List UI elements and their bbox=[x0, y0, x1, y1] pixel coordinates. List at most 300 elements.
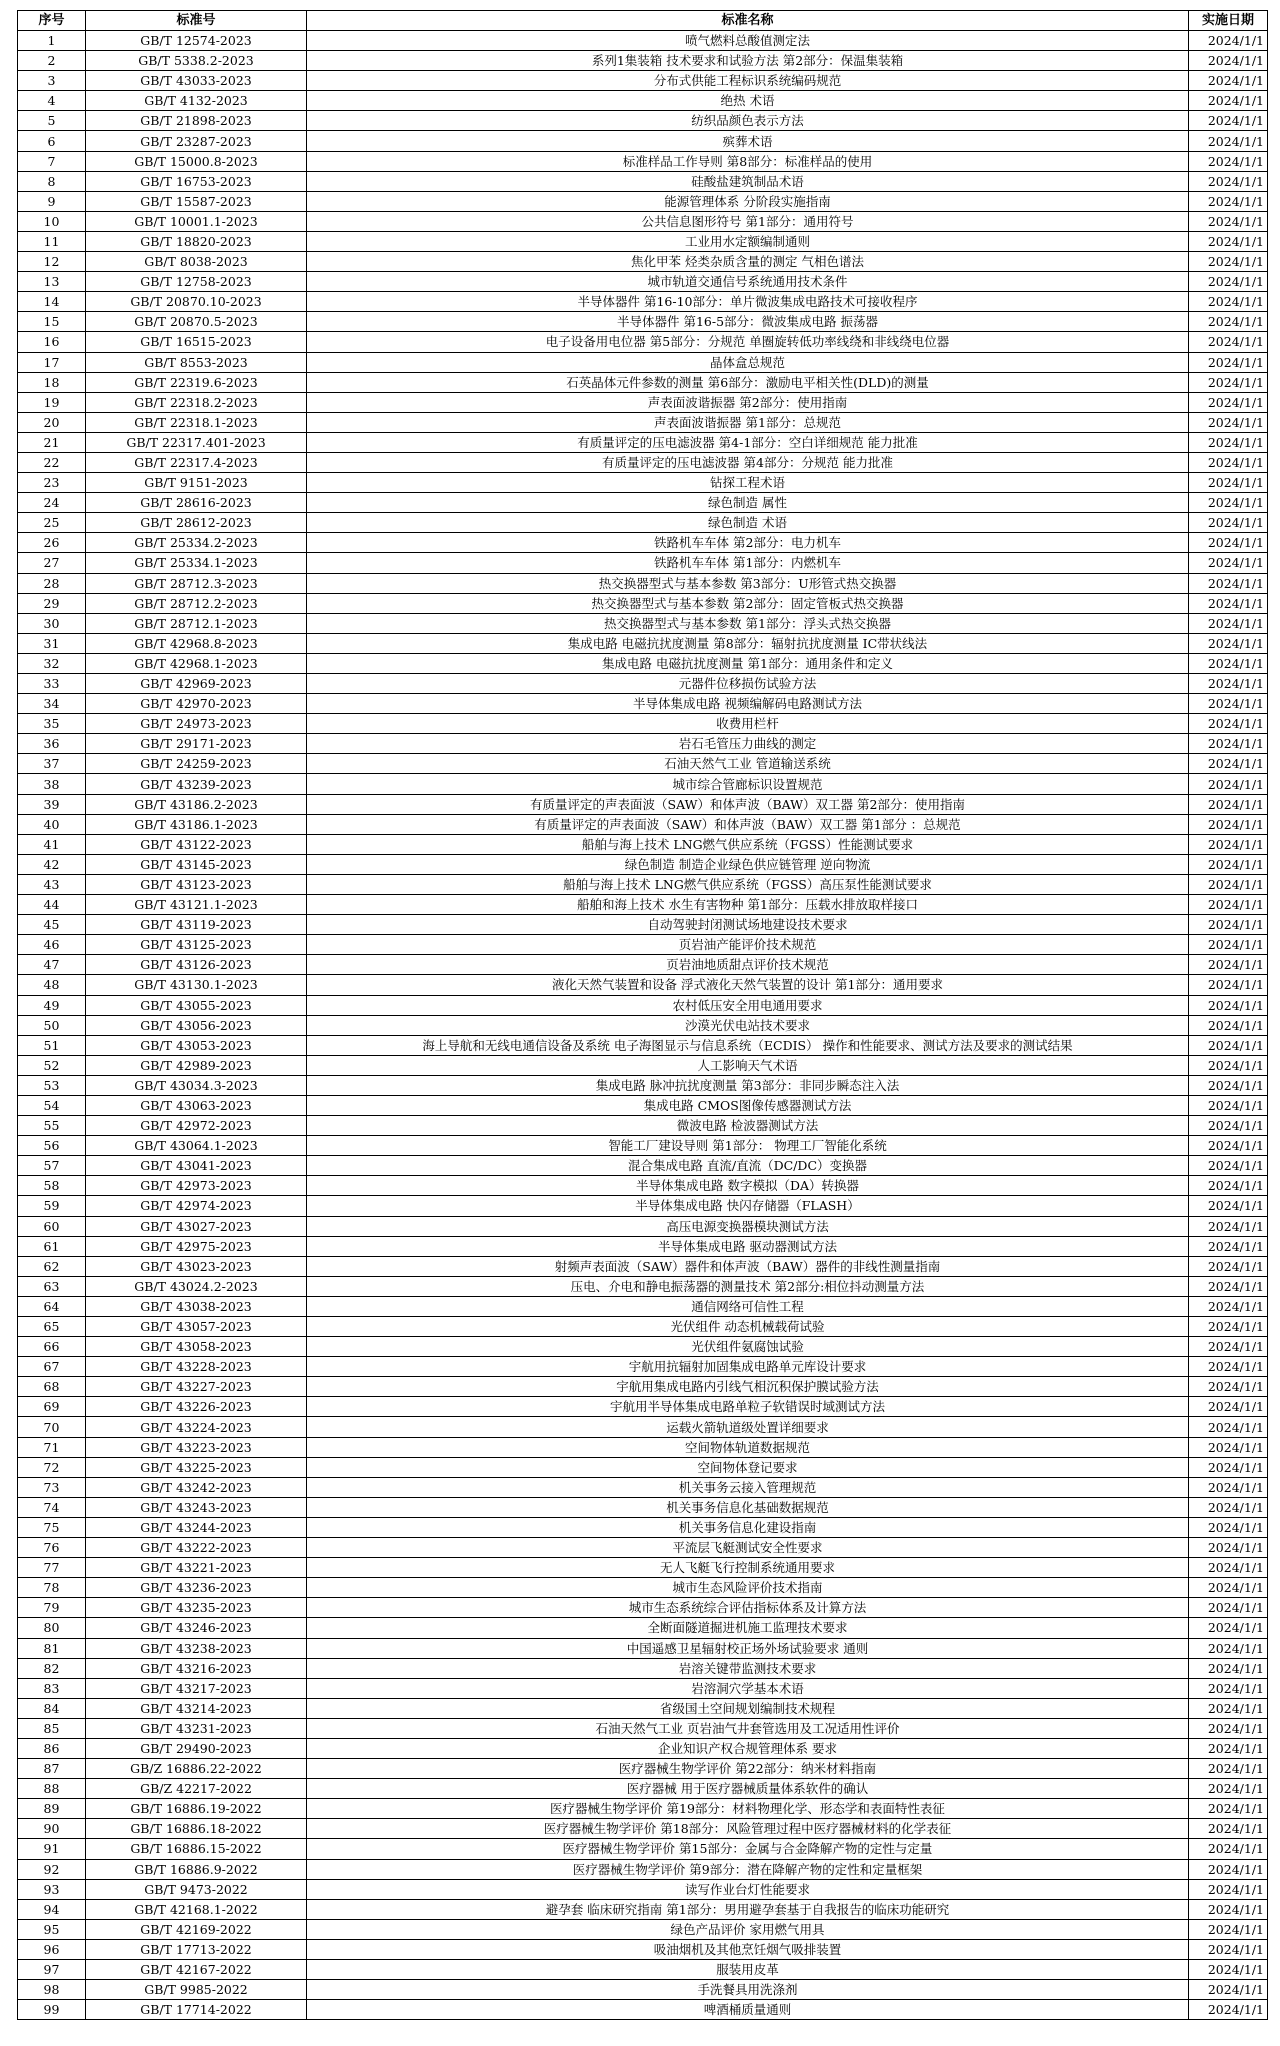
cell-standard-code[interactable]: GB/T 9473-2022 bbox=[86, 1879, 307, 1899]
cell-index[interactable]: 83 bbox=[18, 1678, 86, 1698]
cell-index[interactable]: 58 bbox=[18, 1176, 86, 1196]
cell-standard-name[interactable]: 啤酒桶质量通则 bbox=[307, 2000, 1189, 2020]
cell-standard-name[interactable]: 海上导航和无线电通信设备及系统 电子海图显示与信息系统（ECDIS） 操作和性能要求、测试方法及要求的测试结果 bbox=[307, 1035, 1189, 1055]
cell-standard-name[interactable]: 机关事务信息化基础数据规范 bbox=[307, 1497, 1189, 1517]
cell-effective-date[interactable]: 2024/1/1 bbox=[1189, 332, 1268, 352]
cell-effective-date[interactable]: 2024/1/1 bbox=[1189, 1357, 1268, 1377]
cell-standard-name[interactable]: 半导体集成电路 驱动器测试方法 bbox=[307, 1236, 1189, 1256]
cell-index[interactable]: 36 bbox=[18, 734, 86, 754]
cell-standard-name[interactable]: 液化天然气装置和设备 浮式液化天然气装置的设计 第1部分：通用要求 bbox=[307, 975, 1189, 995]
cell-index[interactable]: 4 bbox=[18, 91, 86, 111]
cell-effective-date[interactable]: 2024/1/1 bbox=[1189, 1678, 1268, 1698]
cell-standard-name[interactable]: 农村低压安全用电通用要求 bbox=[307, 995, 1189, 1015]
cell-standard-name[interactable]: 页岩油地质甜点评价技术规范 bbox=[307, 955, 1189, 975]
cell-standard-code[interactable]: GB/T 22318.1-2023 bbox=[86, 412, 307, 432]
cell-effective-date[interactable]: 2024/1/1 bbox=[1189, 754, 1268, 774]
cell-index[interactable]: 44 bbox=[18, 895, 86, 915]
cell-standard-code[interactable]: GB/T 42972-2023 bbox=[86, 1116, 307, 1136]
cell-index[interactable]: 15 bbox=[18, 312, 86, 332]
header-cell-standard-code[interactable]: 标准号 bbox=[86, 11, 307, 31]
cell-index[interactable]: 42 bbox=[18, 854, 86, 874]
cell-effective-date[interactable]: 2024/1/1 bbox=[1189, 211, 1268, 231]
cell-standard-code[interactable]: GB/T 43058-2023 bbox=[86, 1337, 307, 1357]
cell-effective-date[interactable]: 2024/1/1 bbox=[1189, 1799, 1268, 1819]
cell-standard-code[interactable]: GB/T 43056-2023 bbox=[86, 1015, 307, 1035]
cell-standard-code[interactable]: GB/T 43242-2023 bbox=[86, 1477, 307, 1497]
cell-effective-date[interactable]: 2024/1/1 bbox=[1189, 1216, 1268, 1236]
cell-standard-code[interactable]: GB/T 16515-2023 bbox=[86, 332, 307, 352]
cell-effective-date[interactable]: 2024/1/1 bbox=[1189, 1457, 1268, 1477]
cell-standard-code[interactable]: GB/Z 42217-2022 bbox=[86, 1779, 307, 1799]
cell-effective-date[interactable]: 2024/1/1 bbox=[1189, 131, 1268, 151]
cell-standard-code[interactable]: GB/T 43125-2023 bbox=[86, 935, 307, 955]
cell-index[interactable]: 28 bbox=[18, 573, 86, 593]
cell-standard-code[interactable]: GB/T 43238-2023 bbox=[86, 1638, 307, 1658]
cell-effective-date[interactable]: 2024/1/1 bbox=[1189, 1658, 1268, 1678]
cell-standard-name[interactable]: 能源管理体系 分阶段实施指南 bbox=[307, 191, 1189, 211]
cell-standard-name[interactable]: 热交换器型式与基本参数 第1部分：浮头式热交换器 bbox=[307, 613, 1189, 633]
cell-standard-code[interactable]: GB/T 43224-2023 bbox=[86, 1417, 307, 1437]
cell-standard-name[interactable]: 绿色制造 制造企业绿色供应链管理 逆向物流 bbox=[307, 854, 1189, 874]
cell-index[interactable]: 94 bbox=[18, 1899, 86, 1919]
cell-index[interactable]: 91 bbox=[18, 1839, 86, 1859]
cell-effective-date[interactable]: 2024/1/1 bbox=[1189, 1417, 1268, 1437]
cell-standard-name[interactable]: 全断面隧道掘进机施工监理技术要求 bbox=[307, 1618, 1189, 1638]
cell-effective-date[interactable]: 2024/1/1 bbox=[1189, 1738, 1268, 1758]
cell-standard-code[interactable]: GB/T 29490-2023 bbox=[86, 1738, 307, 1758]
cell-effective-date[interactable]: 2024/1/1 bbox=[1189, 151, 1268, 171]
cell-standard-code[interactable]: GB/T 43122-2023 bbox=[86, 834, 307, 854]
cell-index[interactable]: 52 bbox=[18, 1055, 86, 1075]
cell-index[interactable]: 67 bbox=[18, 1357, 86, 1377]
cell-standard-name[interactable]: 光伏组件 动态机械载荷试验 bbox=[307, 1317, 1189, 1337]
cell-effective-date[interactable]: 2024/1/1 bbox=[1189, 231, 1268, 251]
cell-standard-code[interactable]: GB/T 22317.401-2023 bbox=[86, 432, 307, 452]
cell-standard-code[interactable]: GB/T 43227-2023 bbox=[86, 1377, 307, 1397]
cell-index[interactable]: 43 bbox=[18, 874, 86, 894]
cell-standard-code[interactable]: GB/T 17714-2022 bbox=[86, 2000, 307, 2020]
cell-effective-date[interactable]: 2024/1/1 bbox=[1189, 1759, 1268, 1779]
cell-index[interactable]: 57 bbox=[18, 1156, 86, 1176]
cell-effective-date[interactable]: 2024/1/1 bbox=[1189, 955, 1268, 975]
cell-standard-name[interactable]: 电子设备用电位器 第5部分：分规范 单圈旋转低功率线绕和非线绕电位器 bbox=[307, 332, 1189, 352]
cell-index[interactable]: 63 bbox=[18, 1276, 86, 1296]
cell-standard-code[interactable]: GB/T 43236-2023 bbox=[86, 1578, 307, 1598]
cell-index[interactable]: 51 bbox=[18, 1035, 86, 1055]
cell-standard-code[interactable]: GB/T 15587-2023 bbox=[86, 191, 307, 211]
cell-standard-name[interactable]: 避孕套 临床研究指南 第1部分：男用避孕套基于自我报告的临床功能研究 bbox=[307, 1899, 1189, 1919]
cell-standard-name[interactable]: 分布式供能工程标识系统编码规范 bbox=[307, 71, 1189, 91]
cell-effective-date[interactable]: 2024/1/1 bbox=[1189, 1437, 1268, 1457]
cell-standard-code[interactable]: GB/T 28712.3-2023 bbox=[86, 573, 307, 593]
cell-standard-name[interactable]: 岩溶关键带监测技术要求 bbox=[307, 1658, 1189, 1678]
cell-effective-date[interactable]: 2024/1/1 bbox=[1189, 1879, 1268, 1899]
cell-index[interactable]: 49 bbox=[18, 995, 86, 1015]
cell-index[interactable]: 73 bbox=[18, 1477, 86, 1497]
cell-index[interactable]: 46 bbox=[18, 935, 86, 955]
cell-index[interactable]: 8 bbox=[18, 171, 86, 191]
cell-index[interactable]: 85 bbox=[18, 1718, 86, 1738]
cell-standard-code[interactable]: GB/T 43217-2023 bbox=[86, 1678, 307, 1698]
cell-standard-name[interactable]: 石油天然气工业 页岩油气井套管选用及工况适用性评价 bbox=[307, 1718, 1189, 1738]
cell-index[interactable]: 34 bbox=[18, 694, 86, 714]
cell-index[interactable]: 32 bbox=[18, 653, 86, 673]
cell-effective-date[interactable]: 2024/1/1 bbox=[1189, 935, 1268, 955]
cell-standard-code[interactable]: GB/T 43038-2023 bbox=[86, 1296, 307, 1316]
cell-index[interactable]: 72 bbox=[18, 1457, 86, 1477]
cell-standard-name[interactable]: 铁路机车车体 第1部分：内燃机车 bbox=[307, 553, 1189, 573]
cell-standard-code[interactable]: GB/T 42973-2023 bbox=[86, 1176, 307, 1196]
cell-standard-code[interactable]: GB/T 43027-2023 bbox=[86, 1216, 307, 1236]
cell-effective-date[interactable]: 2024/1/1 bbox=[1189, 91, 1268, 111]
cell-standard-name[interactable]: 服装用皮革 bbox=[307, 1960, 1189, 1980]
cell-index[interactable]: 31 bbox=[18, 633, 86, 653]
cell-standard-name[interactable]: 空间物体轨道数据规范 bbox=[307, 1437, 1189, 1457]
cell-standard-name[interactable]: 机关事务云接入管理规范 bbox=[307, 1477, 1189, 1497]
cell-standard-name[interactable]: 公共信息图形符号 第1部分：通用符号 bbox=[307, 211, 1189, 231]
cell-effective-date[interactable]: 2024/1/1 bbox=[1189, 573, 1268, 593]
cell-index[interactable]: 29 bbox=[18, 593, 86, 613]
cell-standard-name[interactable]: 智能工厂建设导则 第1部分： 物理工厂智能化系统 bbox=[307, 1136, 1189, 1156]
cell-standard-name[interactable]: 无人飞艇飞行控制系统通用要求 bbox=[307, 1558, 1189, 1578]
cell-standard-name[interactable]: 省级国土空间规划编制技术规程 bbox=[307, 1698, 1189, 1718]
cell-effective-date[interactable]: 2024/1/1 bbox=[1189, 975, 1268, 995]
cell-standard-name[interactable]: 城市生态风险评价技术指南 bbox=[307, 1578, 1189, 1598]
cell-standard-code[interactable]: GB/T 28712.2-2023 bbox=[86, 593, 307, 613]
cell-effective-date[interactable]: 2024/1/1 bbox=[1189, 1296, 1268, 1316]
cell-standard-code[interactable]: GB/T 43246-2023 bbox=[86, 1618, 307, 1638]
cell-standard-name[interactable]: 中国遥感卫星辐射校正场外场试验要求 通则 bbox=[307, 1638, 1189, 1658]
cell-standard-code[interactable]: GB/T 43123-2023 bbox=[86, 874, 307, 894]
cell-standard-code[interactable]: GB/T 43033-2023 bbox=[86, 71, 307, 91]
cell-standard-code[interactable]: GB/T 12758-2023 bbox=[86, 272, 307, 292]
cell-standard-name[interactable]: 殡葬术语 bbox=[307, 131, 1189, 151]
header-cell-standard-name[interactable]: 标准名称 bbox=[307, 11, 1189, 31]
cell-index[interactable]: 19 bbox=[18, 392, 86, 412]
cell-index[interactable]: 65 bbox=[18, 1317, 86, 1337]
cell-effective-date[interactable]: 2024/1/1 bbox=[1189, 1819, 1268, 1839]
cell-effective-date[interactable]: 2024/1/1 bbox=[1189, 1176, 1268, 1196]
cell-effective-date[interactable]: 2024/1/1 bbox=[1189, 1980, 1268, 2000]
cell-effective-date[interactable]: 2024/1/1 bbox=[1189, 1276, 1268, 1296]
cell-effective-date[interactable]: 2024/1/1 bbox=[1189, 1337, 1268, 1357]
cell-standard-code[interactable]: GB/T 43228-2023 bbox=[86, 1357, 307, 1377]
cell-standard-code[interactable]: GB/T 25334.2-2023 bbox=[86, 533, 307, 553]
cell-standard-code[interactable]: GB/T 20870.5-2023 bbox=[86, 312, 307, 332]
cell-standard-code[interactable]: GB/T 43145-2023 bbox=[86, 854, 307, 874]
cell-standard-name[interactable]: 页岩油产能评价技术规范 bbox=[307, 935, 1189, 955]
cell-effective-date[interactable]: 2024/1/1 bbox=[1189, 1960, 1268, 1980]
cell-standard-code[interactable]: GB/T 15000.8-2023 bbox=[86, 151, 307, 171]
cell-standard-code[interactable]: GB/T 43186.1-2023 bbox=[86, 814, 307, 834]
cell-standard-code[interactable]: GB/T 42970-2023 bbox=[86, 694, 307, 714]
cell-standard-code[interactable]: GB/T 20870.10-2023 bbox=[86, 292, 307, 312]
cell-effective-date[interactable]: 2024/1/1 bbox=[1189, 1859, 1268, 1879]
cell-effective-date[interactable]: 2024/1/1 bbox=[1189, 171, 1268, 191]
cell-standard-name[interactable]: 集成电路 电磁抗扰度测量 第8部分：辐射抗扰度测量 IC带状线法 bbox=[307, 633, 1189, 653]
cell-standard-code[interactable]: GB/T 22317.4-2023 bbox=[86, 452, 307, 472]
cell-standard-name[interactable]: 读写作业台灯性能要求 bbox=[307, 1879, 1189, 1899]
cell-effective-date[interactable]: 2024/1/1 bbox=[1189, 1397, 1268, 1417]
cell-effective-date[interactable]: 2024/1/1 bbox=[1189, 1899, 1268, 1919]
cell-standard-name[interactable]: 半导体集成电路 视频编解码电路测试方法 bbox=[307, 694, 1189, 714]
cell-index[interactable]: 96 bbox=[18, 1939, 86, 1959]
cell-standard-code[interactable]: GB/T 17713-2022 bbox=[86, 1939, 307, 1959]
cell-index[interactable]: 2 bbox=[18, 51, 86, 71]
cell-index[interactable]: 55 bbox=[18, 1116, 86, 1136]
cell-effective-date[interactable]: 2024/1/1 bbox=[1189, 1477, 1268, 1497]
cell-standard-name[interactable]: 运载火箭轨道级处置详细要求 bbox=[307, 1417, 1189, 1437]
cell-index[interactable]: 37 bbox=[18, 754, 86, 774]
cell-index[interactable]: 90 bbox=[18, 1819, 86, 1839]
cell-standard-name[interactable]: 晶体盒总规范 bbox=[307, 352, 1189, 372]
cell-effective-date[interactable]: 2024/1/1 bbox=[1189, 1075, 1268, 1095]
cell-standard-code[interactable]: GB/T 42969-2023 bbox=[86, 674, 307, 694]
cell-effective-date[interactable]: 2024/1/1 bbox=[1189, 694, 1268, 714]
cell-standard-name[interactable]: 通信网络可信性工程 bbox=[307, 1296, 1189, 1316]
cell-effective-date[interactable]: 2024/1/1 bbox=[1189, 392, 1268, 412]
cell-standard-code[interactable]: GB/T 16886.18-2022 bbox=[86, 1819, 307, 1839]
cell-index[interactable]: 9 bbox=[18, 191, 86, 211]
cell-effective-date[interactable]: 2024/1/1 bbox=[1189, 1156, 1268, 1176]
cell-standard-name[interactable]: 石英晶体元件参数的测量 第6部分：激励电平相关性(DLD)的测量 bbox=[307, 372, 1189, 392]
cell-standard-code[interactable]: GB/T 9985-2022 bbox=[86, 1980, 307, 2000]
cell-index[interactable]: 45 bbox=[18, 915, 86, 935]
cell-effective-date[interactable]: 2024/1/1 bbox=[1189, 553, 1268, 573]
cell-index[interactable]: 38 bbox=[18, 774, 86, 794]
cell-effective-date[interactable]: 2024/1/1 bbox=[1189, 1317, 1268, 1337]
cell-standard-name[interactable]: 收费用栏杆 bbox=[307, 714, 1189, 734]
cell-standard-name[interactable]: 船舶与海上技术 LNG燃气供应系统（FGSS）性能测试要求 bbox=[307, 834, 1189, 854]
cell-standard-code[interactable]: GB/T 43130.1-2023 bbox=[86, 975, 307, 995]
cell-effective-date[interactable]: 2024/1/1 bbox=[1189, 1015, 1268, 1035]
cell-standard-name[interactable]: 声表面波谐振器 第1部分：总规范 bbox=[307, 412, 1189, 432]
cell-index[interactable]: 16 bbox=[18, 332, 86, 352]
cell-standard-name[interactable]: 钻探工程术语 bbox=[307, 473, 1189, 493]
cell-standard-code[interactable]: GB/T 43034.3-2023 bbox=[86, 1075, 307, 1095]
cell-standard-code[interactable]: GB/T 43235-2023 bbox=[86, 1598, 307, 1618]
cell-index[interactable]: 47 bbox=[18, 955, 86, 975]
cell-index[interactable]: 18 bbox=[18, 372, 86, 392]
cell-effective-date[interactable]: 2024/1/1 bbox=[1189, 71, 1268, 91]
cell-index[interactable]: 39 bbox=[18, 794, 86, 814]
cell-effective-date[interactable]: 2024/1/1 bbox=[1189, 1196, 1268, 1216]
cell-standard-name[interactable]: 光伏组件氨腐蚀试验 bbox=[307, 1337, 1189, 1357]
cell-index[interactable]: 56 bbox=[18, 1136, 86, 1156]
cell-standard-code[interactable]: GB/T 43057-2023 bbox=[86, 1317, 307, 1337]
cell-standard-name[interactable]: 半导体集成电路 数字模拟（DA）转换器 bbox=[307, 1176, 1189, 1196]
cell-effective-date[interactable]: 2024/1/1 bbox=[1189, 814, 1268, 834]
cell-effective-date[interactable]: 2024/1/1 bbox=[1189, 653, 1268, 673]
cell-standard-name[interactable]: 医疗器械生物学评价 第18部分：风险管理过程中医疗器械材料的化学表征 bbox=[307, 1819, 1189, 1839]
cell-effective-date[interactable]: 2024/1/1 bbox=[1189, 714, 1268, 734]
cell-index[interactable]: 60 bbox=[18, 1216, 86, 1236]
cell-standard-code[interactable]: GB/T 24259-2023 bbox=[86, 754, 307, 774]
cell-standard-name[interactable]: 热交换器型式与基本参数 第2部分：固定管板式热交换器 bbox=[307, 593, 1189, 613]
cell-effective-date[interactable]: 2024/1/1 bbox=[1189, 452, 1268, 472]
cell-standard-code[interactable]: GB/T 43063-2023 bbox=[86, 1095, 307, 1115]
cell-standard-name[interactable]: 手洗餐具用洗涤剂 bbox=[307, 1980, 1189, 2000]
cell-standard-code[interactable]: GB/T 43223-2023 bbox=[86, 1437, 307, 1457]
cell-standard-name[interactable]: 宇航用抗辐射加固集成电路单元库设计要求 bbox=[307, 1357, 1189, 1377]
cell-index[interactable]: 6 bbox=[18, 131, 86, 151]
cell-standard-name[interactable]: 标准样品工作导则 第8部分：标准样品的使用 bbox=[307, 151, 1189, 171]
cell-standard-name[interactable]: 有质量评定的压电滤波器 第4部分：分规范 能力批准 bbox=[307, 452, 1189, 472]
cell-standard-name[interactable]: 医疗器械生物学评价 第9部分：潜在降解产物的定性和定量框架 bbox=[307, 1859, 1189, 1879]
cell-index[interactable]: 61 bbox=[18, 1236, 86, 1256]
cell-standard-name[interactable]: 岩溶洞穴学基本术语 bbox=[307, 1678, 1189, 1698]
cell-standard-code[interactable]: GB/T 43119-2023 bbox=[86, 915, 307, 935]
cell-standard-code[interactable]: GB/T 42974-2023 bbox=[86, 1196, 307, 1216]
cell-index[interactable]: 17 bbox=[18, 352, 86, 372]
cell-index[interactable]: 99 bbox=[18, 2000, 86, 2020]
cell-effective-date[interactable]: 2024/1/1 bbox=[1189, 372, 1268, 392]
cell-standard-name[interactable]: 人工影响天气术语 bbox=[307, 1055, 1189, 1075]
cell-standard-code[interactable]: GB/T 42169-2022 bbox=[86, 1919, 307, 1939]
cell-standard-name[interactable]: 有质量评定的声表面波（SAW）和体声波（BAW）双工器 第1部分 ：总规范 bbox=[307, 814, 1189, 834]
cell-effective-date[interactable]: 2024/1/1 bbox=[1189, 874, 1268, 894]
cell-index[interactable]: 5 bbox=[18, 111, 86, 131]
cell-index[interactable]: 98 bbox=[18, 1980, 86, 2000]
cell-standard-code[interactable]: GB/T 28612-2023 bbox=[86, 513, 307, 533]
cell-effective-date[interactable]: 2024/1/1 bbox=[1189, 895, 1268, 915]
cell-effective-date[interactable]: 2024/1/1 bbox=[1189, 854, 1268, 874]
cell-index[interactable]: 89 bbox=[18, 1799, 86, 1819]
cell-standard-code[interactable]: GB/T 42968.8-2023 bbox=[86, 633, 307, 653]
cell-effective-date[interactable]: 2024/1/1 bbox=[1189, 1497, 1268, 1517]
cell-standard-name[interactable]: 宇航用集成电路内引线气相沉积保护膜试验方法 bbox=[307, 1377, 1189, 1397]
cell-standard-code[interactable]: GB/T 42968.1-2023 bbox=[86, 653, 307, 673]
cell-index[interactable]: 54 bbox=[18, 1095, 86, 1115]
cell-standard-code[interactable]: GB/Z 16886.22-2022 bbox=[86, 1759, 307, 1779]
cell-index[interactable]: 80 bbox=[18, 1618, 86, 1638]
cell-index[interactable]: 62 bbox=[18, 1256, 86, 1276]
cell-standard-code[interactable]: GB/T 43243-2023 bbox=[86, 1497, 307, 1517]
cell-effective-date[interactable]: 2024/1/1 bbox=[1189, 1558, 1268, 1578]
cell-effective-date[interactable]: 2024/1/1 bbox=[1189, 51, 1268, 71]
cell-standard-name[interactable]: 宇航用半导体集成电路单粒子软错误时域测试方法 bbox=[307, 1397, 1189, 1417]
cell-index[interactable]: 95 bbox=[18, 1919, 86, 1939]
cell-effective-date[interactable]: 2024/1/1 bbox=[1189, 31, 1268, 51]
cell-effective-date[interactable]: 2024/1/1 bbox=[1189, 633, 1268, 653]
cell-effective-date[interactable]: 2024/1/1 bbox=[1189, 432, 1268, 452]
cell-effective-date[interactable]: 2024/1/1 bbox=[1189, 1839, 1268, 1859]
cell-standard-name[interactable]: 半导体器件 第16-5部分：微波集成电路 振荡器 bbox=[307, 312, 1189, 332]
cell-index[interactable]: 13 bbox=[18, 272, 86, 292]
cell-standard-code[interactable]: GB/T 25334.1-2023 bbox=[86, 553, 307, 573]
cell-standard-name[interactable]: 压电、介电和静电振荡器的测量技术 第2部分:相位抖动测量方法 bbox=[307, 1276, 1189, 1296]
cell-index[interactable]: 78 bbox=[18, 1578, 86, 1598]
cell-standard-name[interactable]: 焦化甲苯 烃类杂质含量的测定 气相色谱法 bbox=[307, 252, 1189, 272]
cell-index[interactable]: 82 bbox=[18, 1658, 86, 1678]
cell-index[interactable]: 53 bbox=[18, 1075, 86, 1095]
cell-index[interactable]: 71 bbox=[18, 1437, 86, 1457]
cell-standard-name[interactable]: 高压电源变换器模块测试方法 bbox=[307, 1216, 1189, 1236]
cell-effective-date[interactable]: 2024/1/1 bbox=[1189, 774, 1268, 794]
cell-standard-code[interactable]: GB/T 16753-2023 bbox=[86, 171, 307, 191]
cell-standard-name[interactable]: 吸油烟机及其他烹饪烟气吸排装置 bbox=[307, 1939, 1189, 1959]
cell-standard-code[interactable]: GB/T 43231-2023 bbox=[86, 1718, 307, 1738]
cell-effective-date[interactable]: 2024/1/1 bbox=[1189, 252, 1268, 272]
cell-index[interactable]: 10 bbox=[18, 211, 86, 231]
cell-standard-name[interactable]: 沙漠光伏电站技术要求 bbox=[307, 1015, 1189, 1035]
cell-effective-date[interactable]: 2024/1/1 bbox=[1189, 1095, 1268, 1115]
cell-standard-name[interactable]: 喷气燃料总酸值测定法 bbox=[307, 31, 1189, 51]
cell-index[interactable]: 14 bbox=[18, 292, 86, 312]
cell-standard-name[interactable]: 船舶和海上技术 水生有害物种 第1部分：压载水排放取样接口 bbox=[307, 895, 1189, 915]
cell-standard-code[interactable]: GB/T 42975-2023 bbox=[86, 1236, 307, 1256]
cell-index[interactable]: 11 bbox=[18, 231, 86, 251]
cell-effective-date[interactable]: 2024/1/1 bbox=[1189, 915, 1268, 935]
cell-index[interactable]: 66 bbox=[18, 1337, 86, 1357]
cell-standard-name[interactable]: 岩石毛管压力曲线的测定 bbox=[307, 734, 1189, 754]
cell-effective-date[interactable]: 2024/1/1 bbox=[1189, 734, 1268, 754]
cell-effective-date[interactable]: 2024/1/1 bbox=[1189, 272, 1268, 292]
cell-standard-name[interactable]: 企业知识产权合规管理体系 要求 bbox=[307, 1738, 1189, 1758]
cell-standard-code[interactable]: GB/T 43214-2023 bbox=[86, 1698, 307, 1718]
cell-effective-date[interactable]: 2024/1/1 bbox=[1189, 1236, 1268, 1256]
cell-index[interactable]: 26 bbox=[18, 533, 86, 553]
cell-index[interactable]: 7 bbox=[18, 151, 86, 171]
cell-standard-name[interactable]: 半导体器件 第16-10部分：单片微波集成电路技术可接收程序 bbox=[307, 292, 1189, 312]
cell-standard-name[interactable]: 铁路机车车体 第2部分：电力机车 bbox=[307, 533, 1189, 553]
cell-effective-date[interactable]: 2024/1/1 bbox=[1189, 995, 1268, 1015]
cell-effective-date[interactable]: 2024/1/1 bbox=[1189, 1779, 1268, 1799]
cell-index[interactable]: 64 bbox=[18, 1296, 86, 1316]
cell-standard-code[interactable]: GB/T 9151-2023 bbox=[86, 473, 307, 493]
cell-standard-name[interactable]: 纺织品颜色表示方法 bbox=[307, 111, 1189, 131]
cell-standard-name[interactable]: 城市综合管廊标识设置规范 bbox=[307, 774, 1189, 794]
cell-index[interactable]: 48 bbox=[18, 975, 86, 995]
cell-index[interactable]: 92 bbox=[18, 1859, 86, 1879]
cell-standard-name[interactable]: 医疗器械生物学评价 第15部分：金属与合金降解产物的定性与定量 bbox=[307, 1839, 1189, 1859]
cell-standard-code[interactable]: GB/T 4132-2023 bbox=[86, 91, 307, 111]
cell-effective-date[interactable]: 2024/1/1 bbox=[1189, 1517, 1268, 1537]
cell-standard-code[interactable]: GB/T 23287-2023 bbox=[86, 131, 307, 151]
cell-effective-date[interactable]: 2024/1/1 bbox=[1189, 352, 1268, 372]
cell-standard-code[interactable]: GB/T 22318.2-2023 bbox=[86, 392, 307, 412]
cell-standard-name[interactable]: 集成电路 电磁抗扰度测量 第1部分：通用条件和定义 bbox=[307, 653, 1189, 673]
cell-standard-code[interactable]: GB/T 43023-2023 bbox=[86, 1256, 307, 1276]
cell-index[interactable]: 30 bbox=[18, 613, 86, 633]
cell-index[interactable]: 74 bbox=[18, 1497, 86, 1517]
cell-index[interactable]: 81 bbox=[18, 1638, 86, 1658]
cell-effective-date[interactable]: 2024/1/1 bbox=[1189, 1919, 1268, 1939]
cell-index[interactable]: 75 bbox=[18, 1517, 86, 1537]
cell-effective-date[interactable]: 2024/1/1 bbox=[1189, 2000, 1268, 2020]
cell-standard-code[interactable]: GB/T 24973-2023 bbox=[86, 714, 307, 734]
cell-index[interactable]: 33 bbox=[18, 674, 86, 694]
cell-index[interactable]: 1 bbox=[18, 31, 86, 51]
cell-standard-name[interactable]: 绿色产品评价 家用燃气用具 bbox=[307, 1919, 1189, 1939]
cell-standard-code[interactable]: GB/T 43041-2023 bbox=[86, 1156, 307, 1176]
cell-effective-date[interactable]: 2024/1/1 bbox=[1189, 533, 1268, 553]
cell-standard-name[interactable]: 自动驾驶封闭测试场地建设技术要求 bbox=[307, 915, 1189, 935]
cell-standard-name[interactable]: 船舶与海上技术 LNG燃气供应系统（FGSS）高压泵性能测试要求 bbox=[307, 874, 1189, 894]
cell-effective-date[interactable]: 2024/1/1 bbox=[1189, 593, 1268, 613]
cell-standard-code[interactable]: GB/T 29171-2023 bbox=[86, 734, 307, 754]
cell-standard-name[interactable]: 集成电路 脉冲抗扰度测量 第3部分：非同步瞬态注入法 bbox=[307, 1075, 1189, 1095]
cell-standard-name[interactable]: 医疗器械生物学评价 第22部分：纳米材料指南 bbox=[307, 1759, 1189, 1779]
cell-standard-name[interactable]: 绿色制造 属性 bbox=[307, 493, 1189, 513]
cell-standard-name[interactable]: 元器件位移损伤试验方法 bbox=[307, 674, 1189, 694]
cell-effective-date[interactable]: 2024/1/1 bbox=[1189, 613, 1268, 633]
cell-standard-name[interactable]: 微波电路 检波器测试方法 bbox=[307, 1116, 1189, 1136]
cell-standard-name[interactable]: 射频声表面波（SAW）器件和体声波（BAW）器件的非线性测量指南 bbox=[307, 1256, 1189, 1276]
cell-index[interactable]: 69 bbox=[18, 1397, 86, 1417]
cell-index[interactable]: 93 bbox=[18, 1879, 86, 1899]
cell-standard-code[interactable]: GB/T 18820-2023 bbox=[86, 231, 307, 251]
